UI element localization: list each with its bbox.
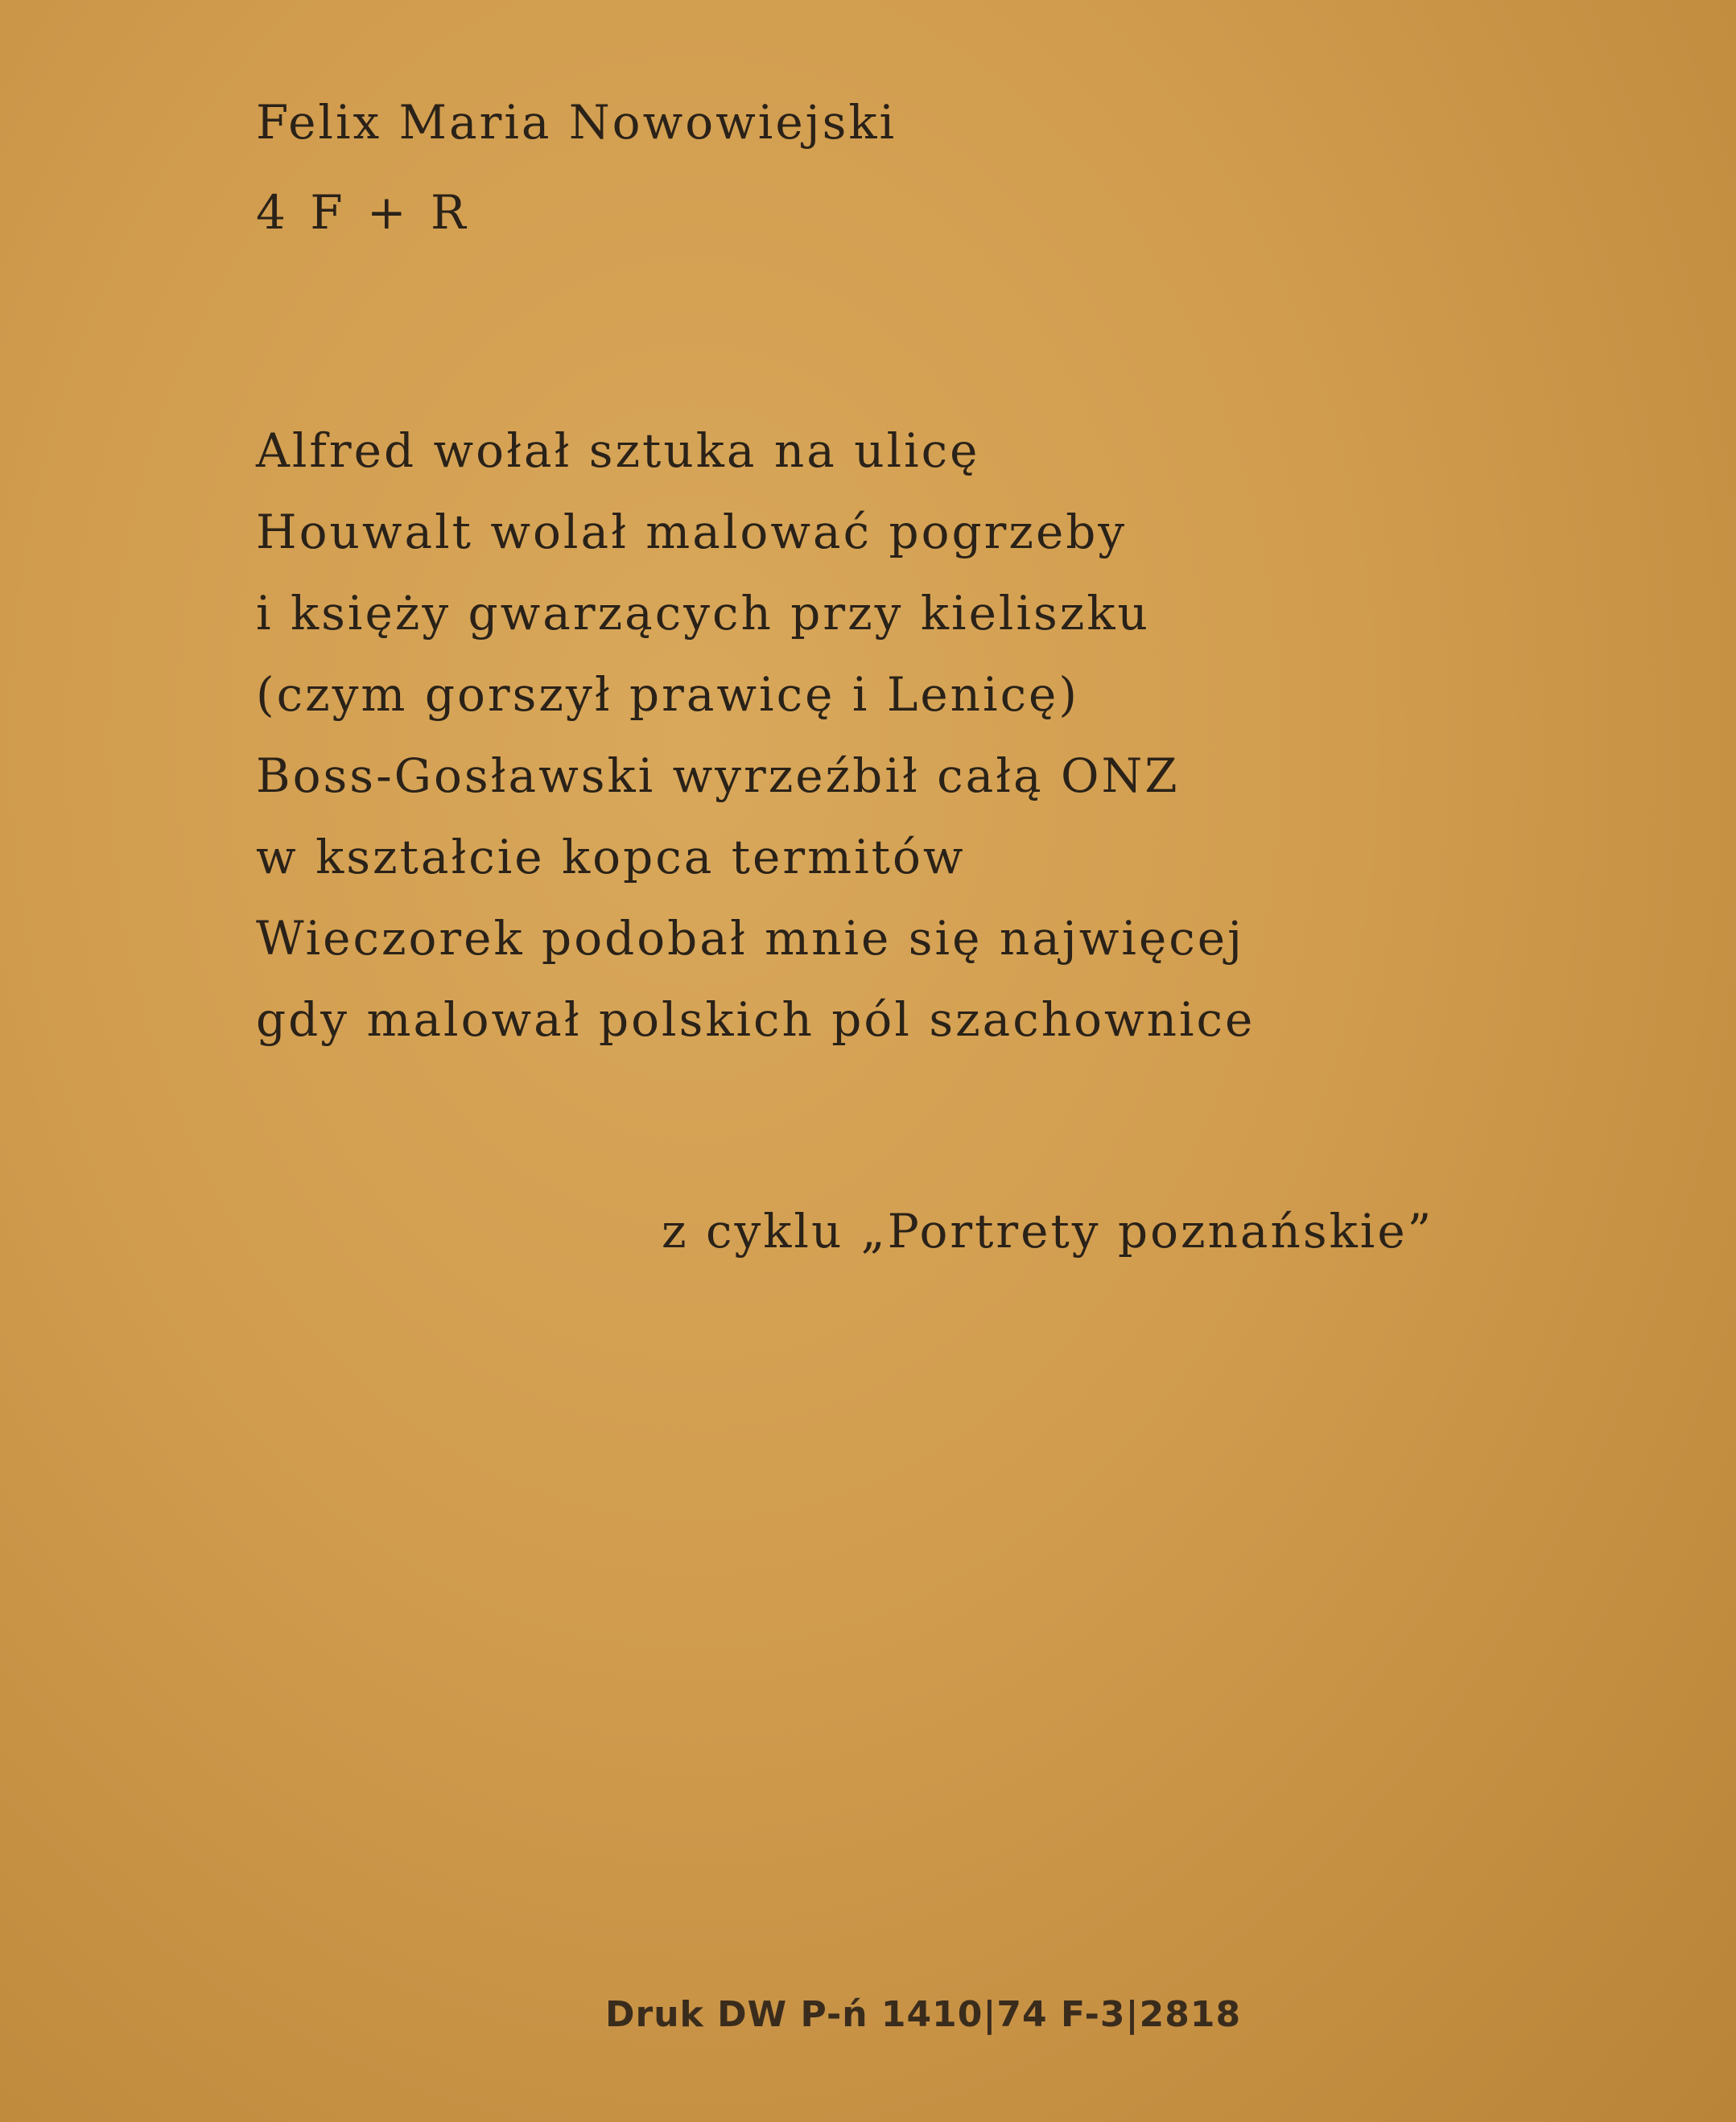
poem-line: Alfred wołał sztuka na ulicę [256, 423, 980, 478]
poem-line: (czym gorszył prawicę i Lenicę) [256, 667, 1080, 722]
author-name: Felix Maria Nowowiejski [256, 95, 897, 150]
poem-line: Houwalt wolał malować pogrzeby [256, 505, 1128, 559]
poem-title: 4 F + R [256, 185, 471, 240]
printer-imprint: Druk DW P-ń 1410|74 F-3|2818 [605, 1994, 1242, 2035]
poem-line: Wieczorek podobał mnie się najwięcej [256, 911, 1245, 966]
poem-line: i księży gwarzących przy kieliszku [256, 586, 1150, 641]
poem-text [256, 410, 1255, 1061]
poem-line: gdy malował polskich pól szachownice [256, 992, 1256, 1047]
poem-line: w kształcie kopca termitów [256, 830, 966, 884]
cycle-note: z cyklu „Portrety poznańskie” [662, 1204, 1434, 1259]
poem-line: Boss-Gosławski wyrzeźbił całą ONZ [256, 748, 1180, 803]
